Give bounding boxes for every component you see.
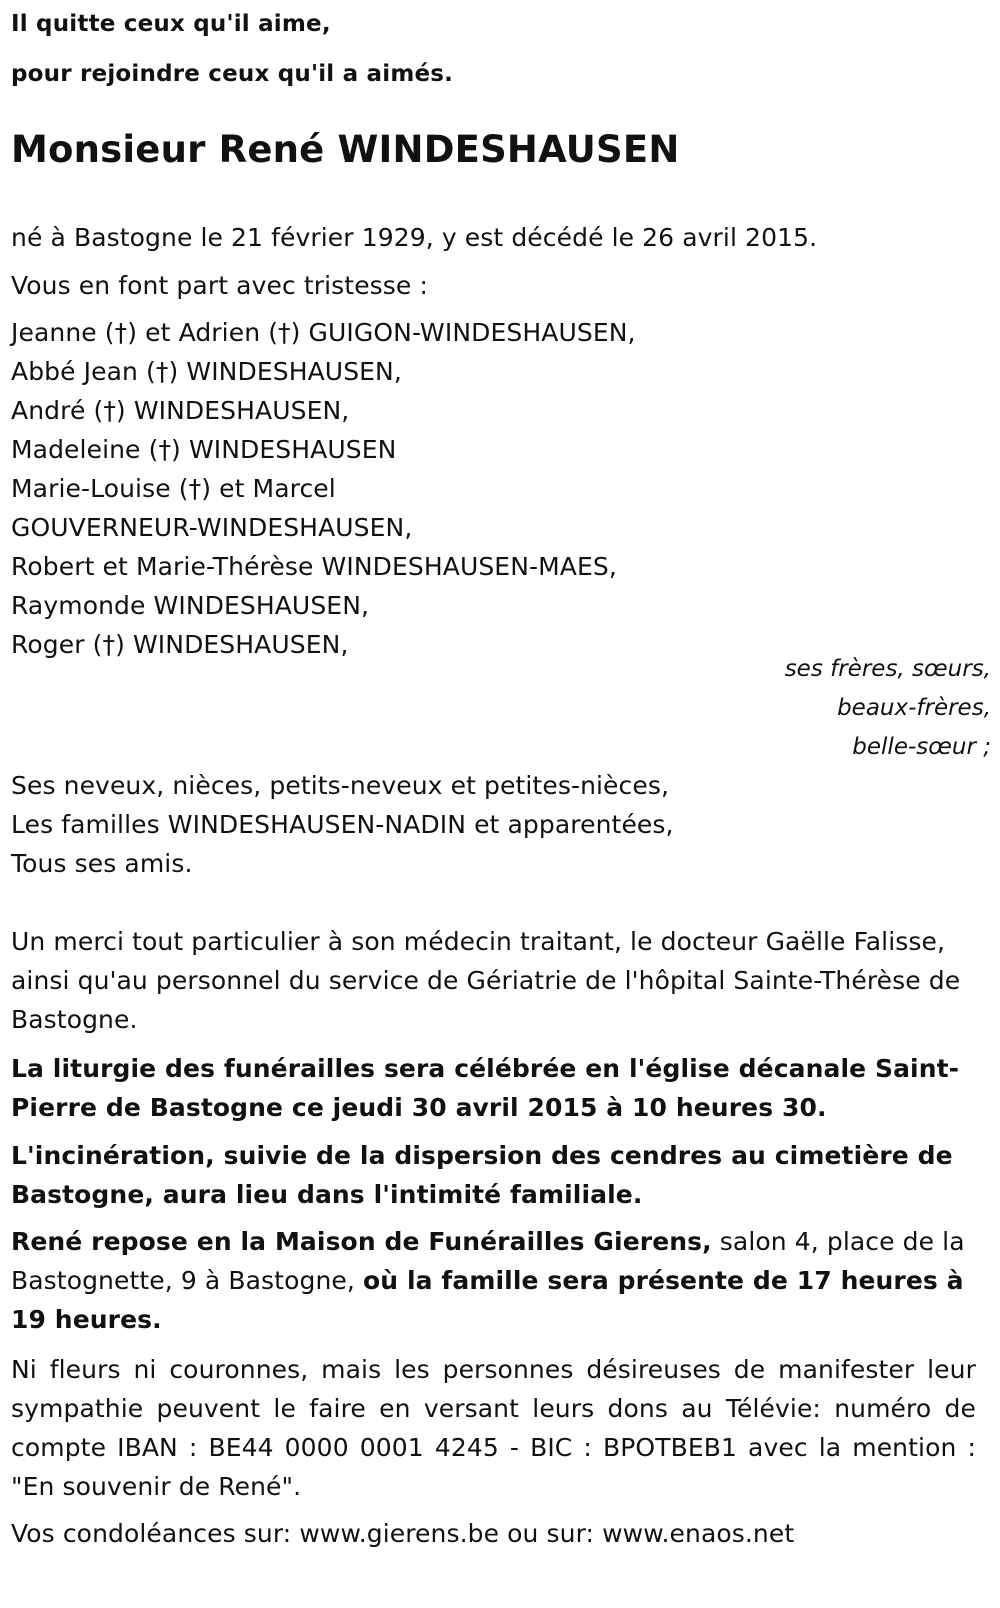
other-family-list: [11, 766, 674, 883]
relation-label: beaux-frères,: [837, 695, 991, 721]
other-family-line: Tous ses amis.: [11, 849, 193, 878]
sibling-line: GOUVERNEUR-WINDESHAUSEN,: [11, 513, 413, 542]
sibling-line: Robert et Marie-Thérèse WINDESHAUSEN-MAES,: [11, 552, 617, 581]
sibling-line: Roger (†) WINDESHAUSEN,: [11, 630, 349, 659]
epigraph-line-2: pour rejoindre ceux qu'il a aimés.: [11, 61, 454, 87]
sibling-line: Jeanne (†) et Adrien (†) GUIGON-WINDESHAUSEN,: [11, 318, 636, 347]
relation-label: ses frères, sœurs,: [784, 656, 991, 682]
sibling-line: Marie-Louise (†) et Marcel: [11, 474, 336, 503]
announcement-intro: Vous en font part avec tristesse :: [11, 271, 428, 300]
repose-visiting-hours: où la famille sera présente de 17 heures à 19 heures.: [11, 1266, 964, 1334]
liturgy-paragraph: La liturgie des funérailles sera célébrée en l'église décanale Saint-Pierre de Bastogne ce jeudi 30 avril 2015 à 10 heures 30.: [11, 1054, 960, 1122]
deceased-name: Monsieur René WINDESHAUSEN: [11, 128, 680, 171]
sibling-line: Raymonde WINDESHAUSEN,: [11, 591, 370, 620]
repose-paragraph: [11, 1222, 976, 1339]
flowers-paragraph: Ni fleurs ni couronnes, mais les personnes désireuses de manifester leur sympathie peuvent le faire en versant leurs dons au Télévie: numéro de compte IBAN : BE44 0000 0001 4245 - BIC : BPOTBEB1 avec la mention : "En souvenir de René".: [11, 1355, 976, 1501]
other-family-line: Les familles WINDESHAUSEN-NADIN et apparentées,: [11, 810, 674, 839]
relation-label: belle-sœur ;: [852, 734, 991, 760]
thanks-paragraph: Un merci tout particulier à son médecin traitant, le docteur Gaëlle Falisse, ainsi qu'au personnel du service de Gériatrie de l'hôpital Sainte-Thérèse de Bastogne.: [11, 927, 961, 1034]
sibling-line: Madeleine (†) WINDESHAUSEN: [11, 435, 397, 464]
repose-address: salon 4, place de la Bastognette, 9 à Bastogne,: [11, 1227, 965, 1295]
condolences-line: Vos condoléances sur: www.gierens.be ou sur: www.enaos.net: [11, 1519, 795, 1548]
birth-death-text: né à Bastogne le 21 février 1929, y est décédé le 26 avril 2015.: [11, 223, 818, 252]
other-family-line: Ses neveux, nièces, petits-neveux et petites-nièces,: [11, 771, 670, 800]
repose-location-bold: René repose en la Maison de Funérailles Gierens,: [11, 1227, 712, 1256]
sibling-line: André (†) WINDESHAUSEN,: [11, 396, 350, 425]
sibling-line: Abbé Jean (†) WINDESHAUSEN,: [11, 357, 402, 386]
siblings-list: [11, 313, 636, 664]
epigraph-line-1: Il quitte ceux qu'il aime,: [11, 11, 331, 37]
relation-labels: [785, 650, 991, 767]
incineration-paragraph: L'incinération, suivie de la dispersion des cendres au cimetière de Bastogne, aura lieu dans l'intimité familiale.: [11, 1141, 953, 1209]
